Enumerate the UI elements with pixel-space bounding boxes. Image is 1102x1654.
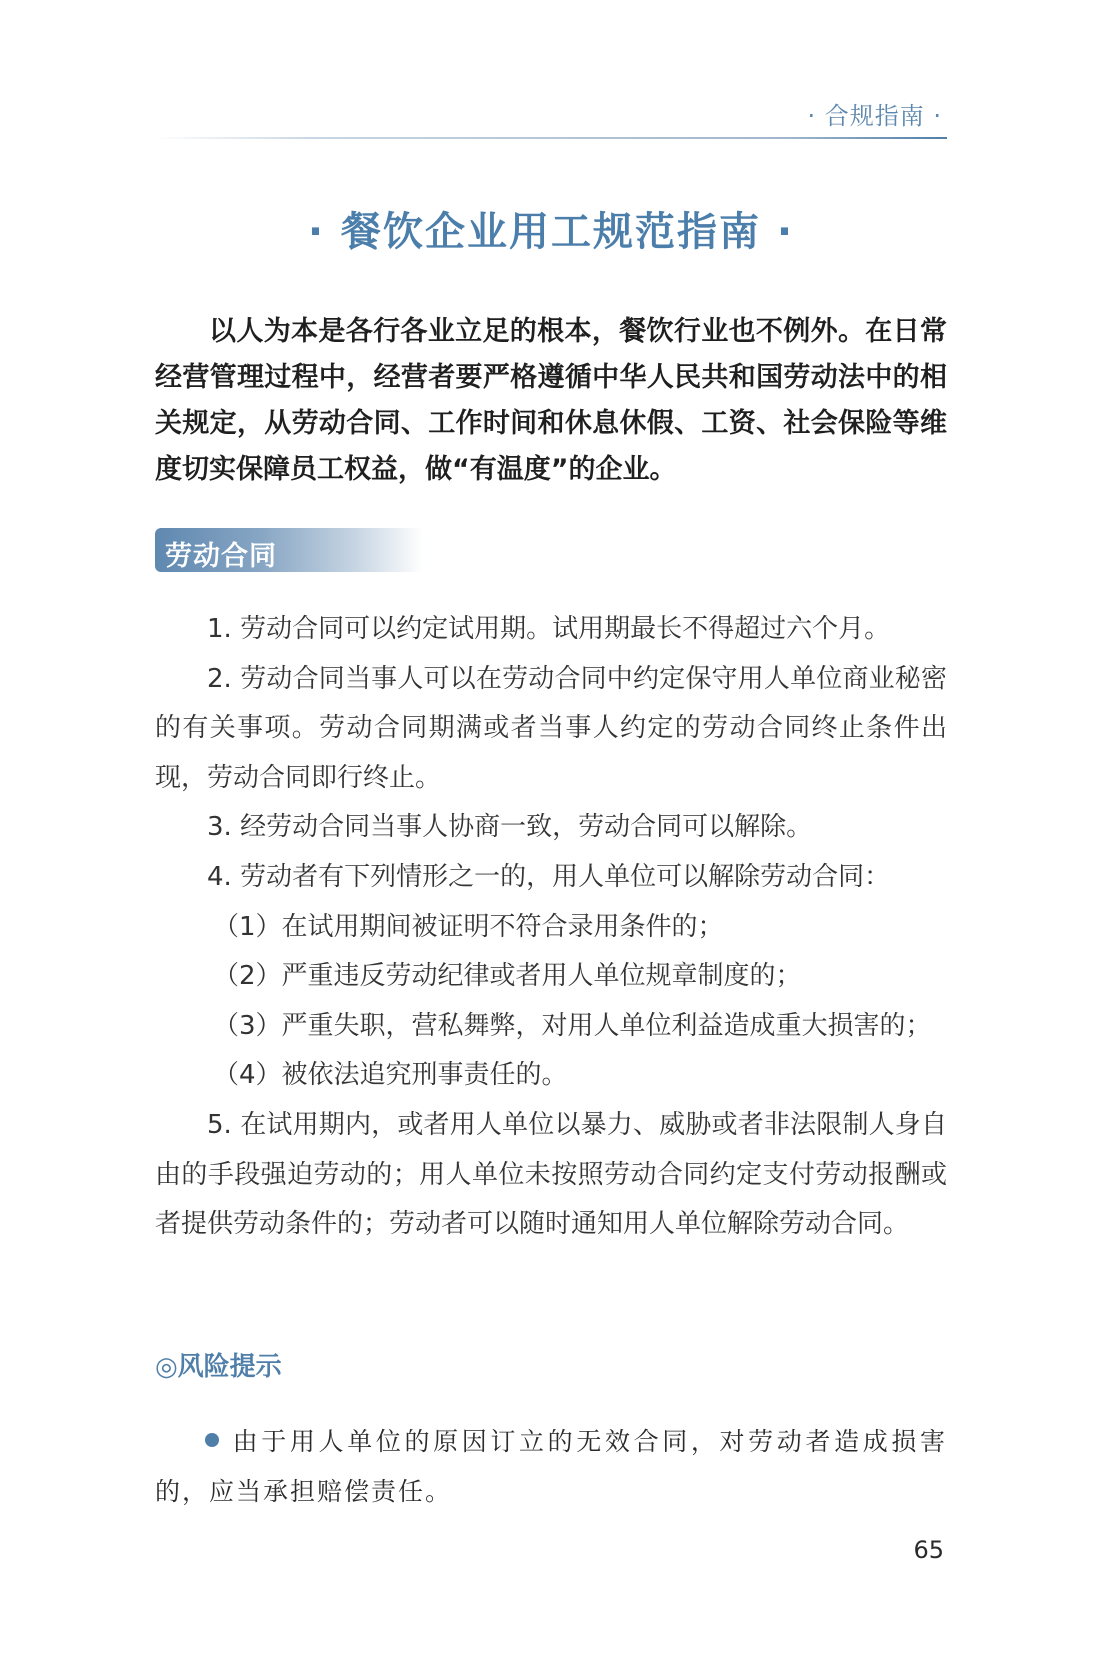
- sub-item-4: （4）被依法追究刑事责任的。: [213, 1060, 568, 1091]
- header-rule: [155, 137, 947, 139]
- paragraph-2: 2. 劳动合同当事人可以在劳动合同中约定保守用人单位商业秘密的有关事项。劳动合同期满或者当事人约定的劳动合同终止条件出现，劳动合同即行终止。: [155, 663, 947, 793]
- risk-paragraph: [155, 1417, 947, 1517]
- risk-text: 由于用人单位的原因订立的无效合同，对劳动者造成损害的，应当承担赔偿责任。: [155, 1427, 947, 1506]
- sub-item-1: （1）在试用期间被证明不符合录用条件的；: [213, 911, 724, 942]
- section-heading-tag: [155, 528, 423, 572]
- bullet-dot-icon: [205, 1433, 219, 1447]
- intro-paragraph: 以人为本是各行各业立足的根本，餐饮行业也不例外。在日常经营管理过程中，经营者要严格遵循中华人民共和国劳动法中的相关规定，从劳动合同、工作时间和休息休假、工资、社会保险等维度切实保障员工权益，做“有温度”的企业。: [155, 316, 947, 485]
- page-number: 65: [913, 1536, 944, 1564]
- document-title: · 餐饮企业用工规范指南 ·: [307, 209, 795, 255]
- paragraph-1: 1. 劳动合同可以约定试用期。试用期最长不得超过六个月。: [207, 614, 891, 644]
- section-body: [155, 605, 947, 1250]
- paragraph-5: 5. 在试用期内，或者用人单位以暴力、威胁或者非法限制人身自由的手段强迫劳动的；用人单位未按照劳动合同约定支付劳动报酬或者提供劳动条件的；劳动者可以随时通知用人单位解除劳动合同。: [155, 1109, 947, 1240]
- section-heading-label: 劳动合同: [165, 541, 277, 572]
- risk-heading: ◎风险提示: [155, 1352, 282, 1382]
- paragraph-4: 4. 劳动者有下列情形之一的，用人单位可以解除劳动合同：: [207, 861, 891, 892]
- paragraph-3: 3. 经劳动合同当事人协商一致，劳动合同可以解除。: [207, 812, 813, 843]
- running-header: · 合规指南 ·: [807, 102, 942, 130]
- sub-item-3: （3）严重失职，营私舞弊，对用人单位利益造成重大损害的；: [213, 1010, 932, 1041]
- sub-item-2: （2）严重违反劳动纪律或者用人单位规章制度的；: [213, 961, 802, 992]
